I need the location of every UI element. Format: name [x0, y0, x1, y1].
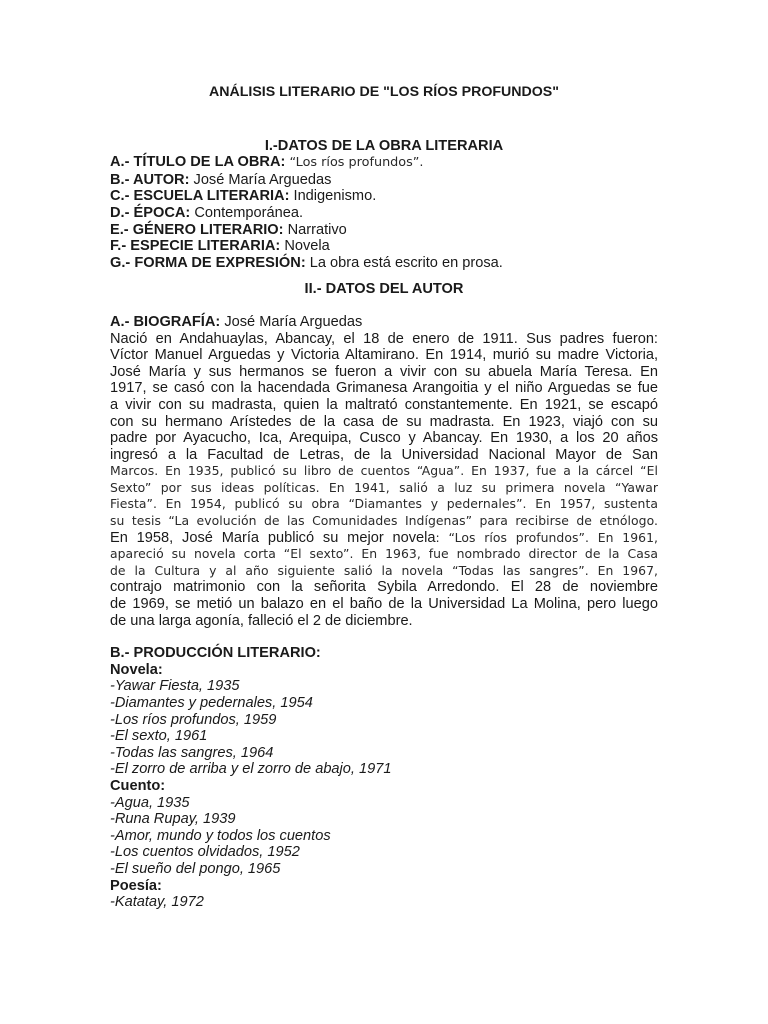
bio-line: a vivir con su madrasta, quien la maltrató constantemente. En 1921, se escapó — [110, 396, 658, 413]
work-data-row-school — [110, 188, 658, 205]
bio-line: padre por Ayacucho, Ica, Arequipa, Cusco y Abancay. En 1930, a los 20 años — [110, 430, 658, 447]
row-value: Narrativo — [287, 221, 347, 238]
bio-line-part: : “Los ríos profundos”. En 1961, — [435, 529, 658, 545]
row-value: “Los ríos profundos”. — [289, 155, 424, 171]
group-label: Poesía: — [110, 877, 162, 894]
row-label: C.- ESCUELA LITERARIA: — [110, 188, 290, 205]
row-label: E.- GÉNERO LITERARIO: — [110, 221, 284, 238]
list-item: -Yawar Fiesta, 1935 — [110, 678, 240, 695]
row-value: Contemporánea. — [194, 204, 304, 221]
bio-line: Víctor Manuel Arguedas y Victoria Altamirano. En 1914, murió su madre Victoria, — [110, 347, 658, 364]
work-data-list — [110, 154, 658, 271]
bio-line: de una larga agonía, falleció el 2 de diciembre. — [110, 612, 413, 629]
section-2-heading: II.- DATOS DEL AUTOR — [304, 281, 464, 298]
group-label: Cuento: — [110, 777, 166, 794]
list-item: -El sexto, 1961 — [110, 728, 208, 745]
list-item: -Amor, mundo y todos los cuentos — [110, 827, 331, 844]
list-item: -Los cuentos olvidados, 1952 — [110, 844, 300, 861]
document-title: ANÁLISIS LITERARIO DE "LOS RÍOS PROFUNDOS" — [208, 84, 560, 100]
list-item: -Diamantes y pedernales, 1954 — [110, 695, 313, 711]
work-data-row-species — [110, 238, 658, 255]
row-label: D.- ÉPOCA: — [110, 204, 191, 221]
row-label: A.- TÍTULO DE LA OBRA: — [110, 154, 286, 171]
document-page — [110, 84, 658, 911]
bio-line: Sexto” por sus ideas políticas. En 1941, salió a luz su primera novela “Yawar — [110, 479, 658, 495]
bio-line: apareció su novela corta “El sexto”. En 1963, fue nombrado director de la Casa — [110, 546, 658, 562]
list-item: -Katatay, 1972 — [110, 894, 204, 911]
list-item: -Runa Rupay, 1939 — [110, 811, 236, 828]
group-label: Novela: — [110, 661, 163, 678]
biography-text — [110, 331, 658, 630]
bio-line: 1917, se casó con la hacendada Grimanesa Arangoitia y el niño Arguedas se fue — [110, 380, 658, 397]
production-group-novela — [110, 662, 658, 778]
bio-line: con su hermano Arístedes de la casa de su madrasta. En 1923, viajó con su — [110, 413, 658, 430]
bio-line: Fiesta”. En 1954, publicó su obra “Diamantes y pedernales”. En 1957, sustenta — [110, 496, 658, 512]
work-data-row-genre — [110, 222, 658, 239]
production-heading: B.- PRODUCCIÓN LITERARIO: — [110, 645, 321, 662]
section-1-heading: I.-DATOS DE LA OBRA LITERARIA — [264, 137, 504, 154]
work-data-row-author — [110, 172, 658, 189]
bio-line — [110, 530, 658, 547]
row-value: José María Arguedas — [193, 171, 332, 188]
list-item: -Todas las sangres, 1964 — [110, 744, 274, 761]
row-label: G.- FORMA DE EXPRESIÓN: — [110, 254, 306, 271]
production-group-poesia — [110, 878, 658, 911]
bio-line-part: En 1958, José María publicó su mejor novela — [110, 529, 436, 546]
list-item: -Agua, 1935 — [110, 794, 190, 811]
biography-heading — [110, 314, 658, 331]
list-item: -Los ríos profundos, 1959 — [110, 711, 277, 728]
row-value: Indigenismo. — [293, 188, 377, 205]
bio-line: de 1969, se metió un balazo en el baño de la Universidad La Molina, pero luego — [110, 596, 658, 613]
row-value: Novela — [284, 238, 330, 255]
bio-line: contrajo matrimonio con la señorita Sybila Arredondo. El 28 de noviembre — [110, 579, 658, 596]
work-data-row-title — [110, 154, 658, 172]
bio-line: Marcos. En 1935, publicó su libro de cuentos “Agua”. En 1937, fue a la cárcel “El — [110, 463, 658, 479]
list-item: -El zorro de arriba y el zorro de abajo, 1971 — [110, 761, 392, 778]
row-label: F.- ESPECIE LITERARIA: — [110, 238, 281, 255]
bio-line: José María y sus hermanos se fueron a vivir con su abuela María Teresa. En — [110, 363, 658, 380]
row-label: B.- AUTOR: — [110, 171, 190, 188]
biography-name: José María Arguedas — [224, 313, 363, 330]
bio-line: Nació en Andahuaylas, Abancay, el 18 de enero de 1911. Sus padres fueron: — [110, 330, 658, 347]
production-group-cuento — [110, 778, 658, 878]
biography-label: A.- BIOGRAFÍA: — [110, 313, 221, 330]
bio-line: ingresó a la Facultad de Letras, de la Universidad Nacional Mayor de San — [110, 446, 658, 463]
list-item: -El sueño del pongo, 1965 — [110, 860, 281, 877]
bio-line: su tesis “La evolución de las Comunidades Indígenas” para recibirse de etnólogo. — [110, 513, 658, 529]
row-value: La obra está escrito en prosa. — [309, 254, 503, 271]
work-data-row-epoch — [110, 205, 658, 222]
work-data-row-form — [110, 255, 658, 272]
bio-line: de la Cultura y al año siguiente salió la novela “Todas las sangres”. En 1967, — [110, 562, 658, 578]
